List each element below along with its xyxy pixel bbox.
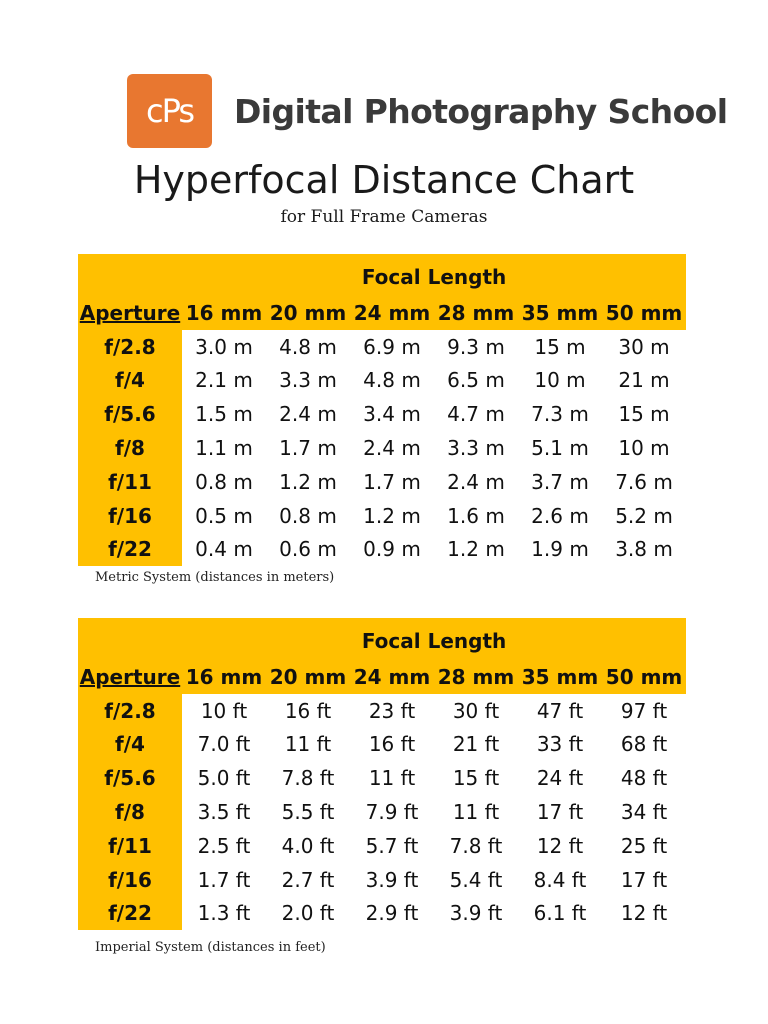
distance-cell: 7.6 m xyxy=(602,465,686,499)
imperial-note: Imperial System (distances in feet) xyxy=(95,940,326,955)
distance-cell: 1.2 m xyxy=(350,499,434,533)
header-blank xyxy=(78,618,182,660)
imperial-table xyxy=(78,618,686,930)
dps-logo-icon: cPs xyxy=(127,74,212,148)
distance-cell: 0.5 m xyxy=(182,499,266,533)
distance-cell: 3.8 m xyxy=(602,533,686,567)
distance-cell: 3.7 m xyxy=(518,465,602,499)
aperture-header: Aperture xyxy=(78,296,182,330)
distance-cell: 1.9 m xyxy=(518,533,602,567)
distance-cell: 2.6 m xyxy=(518,499,602,533)
distance-cell: 0.8 m xyxy=(182,465,266,499)
distance-cell: 1.3 ft xyxy=(182,897,266,931)
table-row xyxy=(78,728,686,762)
table-row xyxy=(78,863,686,897)
aperture-cell: f/16 xyxy=(78,863,182,897)
table-row xyxy=(78,795,686,829)
distance-cell: 6.1 ft xyxy=(518,897,602,931)
distance-cell: 30 m xyxy=(602,330,686,364)
aperture-cell: f/11 xyxy=(78,829,182,863)
distance-cell: 0.6 m xyxy=(266,533,350,567)
imperial-group-header-row xyxy=(78,618,686,660)
distance-cell: 23 ft xyxy=(350,694,434,728)
distance-cell: 5.4 ft xyxy=(434,863,518,897)
distance-cell: 5.0 ft xyxy=(182,761,266,795)
focal-length-col: 20 mm xyxy=(266,660,350,694)
distance-cell: 0.4 m xyxy=(182,533,266,567)
metric-table xyxy=(78,254,686,566)
metric-column-header-row xyxy=(78,296,686,330)
focal-length-col: 24 mm xyxy=(350,296,434,330)
distance-cell: 1.7 m xyxy=(266,431,350,465)
distance-cell: 0.8 m xyxy=(266,499,350,533)
metric-group-header-row xyxy=(78,254,686,296)
table-row xyxy=(78,499,686,533)
distance-cell: 17 ft xyxy=(518,795,602,829)
distance-cell: 3.3 m xyxy=(266,364,350,398)
distance-cell: 3.9 ft xyxy=(434,897,518,931)
distance-cell: 21 ft xyxy=(434,728,518,762)
distance-cell: 10 ft xyxy=(182,694,266,728)
aperture-cell: f/16 xyxy=(78,499,182,533)
distance-cell: 2.4 m xyxy=(350,431,434,465)
distance-cell: 2.9 ft xyxy=(350,897,434,931)
distance-cell: 2.4 m xyxy=(266,397,350,431)
imperial-column-header-row xyxy=(78,660,686,694)
focal-length-col: 28 mm xyxy=(434,660,518,694)
distance-cell: 16 ft xyxy=(350,728,434,762)
aperture-cell: f/5.6 xyxy=(78,397,182,431)
distance-cell: 2.1 m xyxy=(182,364,266,398)
distance-cell: 5.1 m xyxy=(518,431,602,465)
distance-cell: 17 ft xyxy=(602,863,686,897)
distance-cell: 47 ft xyxy=(518,694,602,728)
distance-cell: 1.5 m xyxy=(182,397,266,431)
distance-cell: 16 ft xyxy=(266,694,350,728)
table-row xyxy=(78,364,686,398)
aperture-header: Aperture xyxy=(78,660,182,694)
imperial-table-body xyxy=(78,694,686,931)
focal-length-col: 16 mm xyxy=(182,296,266,330)
distance-cell: 4.8 m xyxy=(350,364,434,398)
distance-cell: 3.0 m xyxy=(182,330,266,364)
distance-cell: 7.9 ft xyxy=(350,795,434,829)
table-row xyxy=(78,533,686,567)
aperture-cell: f/22 xyxy=(78,533,182,567)
distance-cell: 8.4 ft xyxy=(518,863,602,897)
distance-cell: 7.0 ft xyxy=(182,728,266,762)
distance-cell: 68 ft xyxy=(602,728,686,762)
distance-cell: 1.2 m xyxy=(266,465,350,499)
distance-cell: 1.6 m xyxy=(434,499,518,533)
distance-cell: 15 ft xyxy=(434,761,518,795)
focal-length-header: Focal Length xyxy=(182,254,686,296)
distance-cell: 0.9 m xyxy=(350,533,434,567)
distance-cell: 4.8 m xyxy=(266,330,350,364)
focal-length-col: 24 mm xyxy=(350,660,434,694)
focal-length-col: 35 mm xyxy=(518,296,602,330)
focal-length-col: 50 mm xyxy=(602,660,686,694)
distance-cell: 10 m xyxy=(518,364,602,398)
focal-length-col: 20 mm xyxy=(266,296,350,330)
distance-cell: 25 ft xyxy=(602,829,686,863)
distance-cell: 11 ft xyxy=(350,761,434,795)
imperial-distance-table xyxy=(78,618,686,930)
aperture-cell: f/22 xyxy=(78,897,182,931)
distance-cell: 1.2 m xyxy=(434,533,518,567)
distance-cell: 30 ft xyxy=(434,694,518,728)
header-blank xyxy=(78,254,182,296)
aperture-cell: f/5.6 xyxy=(78,761,182,795)
aperture-cell: f/8 xyxy=(78,795,182,829)
focal-length-col: 50 mm xyxy=(602,296,686,330)
aperture-cell: f/4 xyxy=(78,728,182,762)
table-row xyxy=(78,829,686,863)
distance-cell: 1.7 m xyxy=(350,465,434,499)
table-row xyxy=(78,330,686,364)
table-row xyxy=(78,397,686,431)
distance-cell: 1.1 m xyxy=(182,431,266,465)
distance-cell: 3.3 m xyxy=(434,431,518,465)
table-row xyxy=(78,465,686,499)
distance-cell: 2.5 ft xyxy=(182,829,266,863)
distance-cell: 5.2 m xyxy=(602,499,686,533)
aperture-cell: f/4 xyxy=(78,364,182,398)
distance-cell: 21 m xyxy=(602,364,686,398)
distance-cell: 6.5 m xyxy=(434,364,518,398)
distance-cell: 7.3 m xyxy=(518,397,602,431)
distance-cell: 97 ft xyxy=(602,694,686,728)
distance-cell: 6.9 m xyxy=(350,330,434,364)
aperture-cell: f/8 xyxy=(78,431,182,465)
page-title: Hyperfocal Distance Chart xyxy=(133,158,635,202)
distance-cell: 3.5 ft xyxy=(182,795,266,829)
focal-length-col: 16 mm xyxy=(182,660,266,694)
distance-cell: 12 ft xyxy=(518,829,602,863)
table-row xyxy=(78,694,686,728)
distance-cell: 33 ft xyxy=(518,728,602,762)
distance-cell: 11 ft xyxy=(266,728,350,762)
distance-cell: 7.8 ft xyxy=(434,829,518,863)
distance-cell: 4.7 m xyxy=(434,397,518,431)
page-subtitle: for Full Frame Cameras xyxy=(280,207,488,227)
distance-cell: 10 m xyxy=(602,431,686,465)
distance-cell: 34 ft xyxy=(602,795,686,829)
distance-cell: 15 m xyxy=(518,330,602,364)
aperture-cell: f/2.8 xyxy=(78,694,182,728)
focal-length-col: 28 mm xyxy=(434,296,518,330)
metric-distance-table xyxy=(78,254,686,566)
distance-cell: 7.8 ft xyxy=(266,761,350,795)
table-row xyxy=(78,761,686,795)
distance-cell: 2.7 ft xyxy=(266,863,350,897)
table-row xyxy=(78,897,686,931)
distance-cell: 9.3 m xyxy=(434,330,518,364)
distance-cell: 11 ft xyxy=(434,795,518,829)
distance-cell: 3.9 ft xyxy=(350,863,434,897)
distance-cell: 2.0 ft xyxy=(266,897,350,931)
focal-length-header: Focal Length xyxy=(182,618,686,660)
distance-cell: 3.4 m xyxy=(350,397,434,431)
metric-note: Metric System (distances in meters) xyxy=(95,570,335,585)
brand-name: Digital Photography School xyxy=(234,91,728,131)
distance-cell: 2.4 m xyxy=(434,465,518,499)
distance-cell: 5.7 ft xyxy=(350,829,434,863)
distance-cell: 4.0 ft xyxy=(266,829,350,863)
focal-length-col: 35 mm xyxy=(518,660,602,694)
distance-cell: 12 ft xyxy=(602,897,686,931)
distance-cell: 48 ft xyxy=(602,761,686,795)
brand-header xyxy=(127,74,727,148)
distance-cell: 1.7 ft xyxy=(182,863,266,897)
aperture-cell: f/11 xyxy=(78,465,182,499)
distance-cell: 24 ft xyxy=(518,761,602,795)
metric-table-body xyxy=(78,330,686,567)
distance-cell: 5.5 ft xyxy=(266,795,350,829)
distance-cell: 15 m xyxy=(602,397,686,431)
table-row xyxy=(78,431,686,465)
aperture-cell: f/2.8 xyxy=(78,330,182,364)
